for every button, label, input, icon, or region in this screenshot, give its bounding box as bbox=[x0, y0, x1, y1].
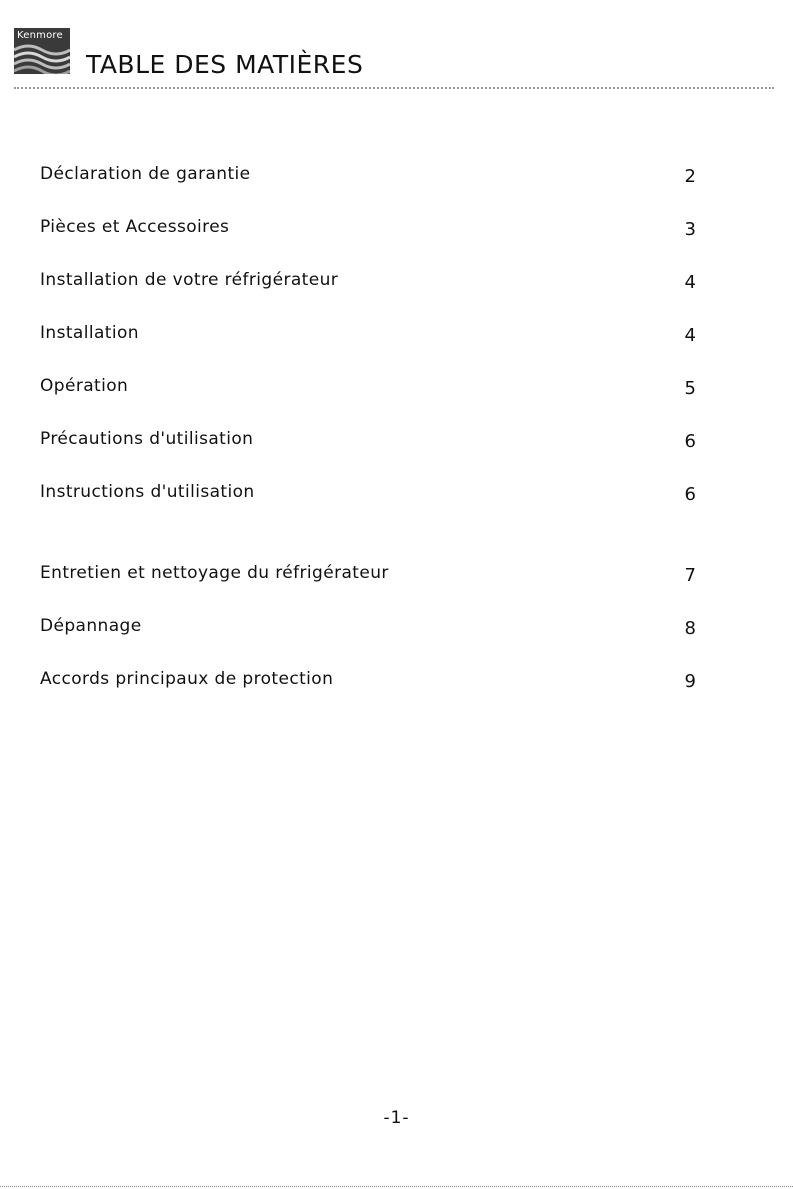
toc-entry-page: 9 bbox=[684, 671, 696, 692]
page-number: -1- bbox=[383, 1108, 410, 1128]
page-title: TABLE DES MATIÈRES bbox=[86, 50, 364, 79]
toc-entry-label: Instructions d'utilisation bbox=[40, 482, 255, 502]
toc-entry-page: 3 bbox=[684, 219, 696, 240]
toc-entry[interactable] bbox=[40, 262, 696, 315]
toc-entry[interactable] bbox=[40, 421, 696, 474]
toc-entry-page: 5 bbox=[684, 378, 696, 399]
toc-entry[interactable] bbox=[40, 661, 696, 714]
kenmore-logo-icon bbox=[14, 28, 70, 74]
toc-entry-page: 7 bbox=[684, 565, 696, 586]
logo-wave-graphic bbox=[14, 42, 70, 74]
toc-entry[interactable] bbox=[40, 156, 696, 209]
toc-entry-page: 6 bbox=[684, 431, 696, 452]
toc-entry[interactable] bbox=[40, 555, 696, 608]
page-header bbox=[14, 28, 774, 90]
toc-entry-page: 4 bbox=[684, 272, 696, 293]
toc-entry[interactable] bbox=[40, 474, 696, 527]
toc-entry-label: Dépannage bbox=[40, 616, 142, 636]
table-of-contents bbox=[40, 156, 696, 714]
toc-entry-page: 8 bbox=[684, 618, 696, 639]
toc-entry-page: 2 bbox=[684, 166, 696, 187]
toc-entry-label: Précautions d'utilisation bbox=[40, 429, 254, 449]
toc-entry[interactable] bbox=[40, 209, 696, 262]
toc-entry-page: 4 bbox=[684, 325, 696, 346]
toc-entry-label: Installation de votre réfrigérateur bbox=[40, 270, 339, 290]
logo-text: Kenmore bbox=[17, 30, 63, 41]
toc-entry[interactable] bbox=[40, 315, 696, 368]
toc-entry-label: Accords principaux de protection bbox=[40, 669, 334, 689]
toc-entry-label: Opération bbox=[40, 376, 129, 396]
toc-entry-label: Pièces et Accessoires bbox=[40, 217, 230, 237]
toc-entry[interactable] bbox=[40, 608, 696, 661]
toc-entry-label: Déclaration de garantie bbox=[40, 164, 251, 184]
bottom-divider bbox=[0, 1186, 793, 1187]
toc-entry[interactable] bbox=[40, 368, 696, 421]
toc-entry-page: 6 bbox=[684, 484, 696, 505]
header-divider bbox=[14, 87, 774, 89]
toc-entry-label: Installation bbox=[40, 323, 139, 343]
toc-entry-label: Entretien et nettoyage du réfrigérateur bbox=[40, 563, 389, 583]
